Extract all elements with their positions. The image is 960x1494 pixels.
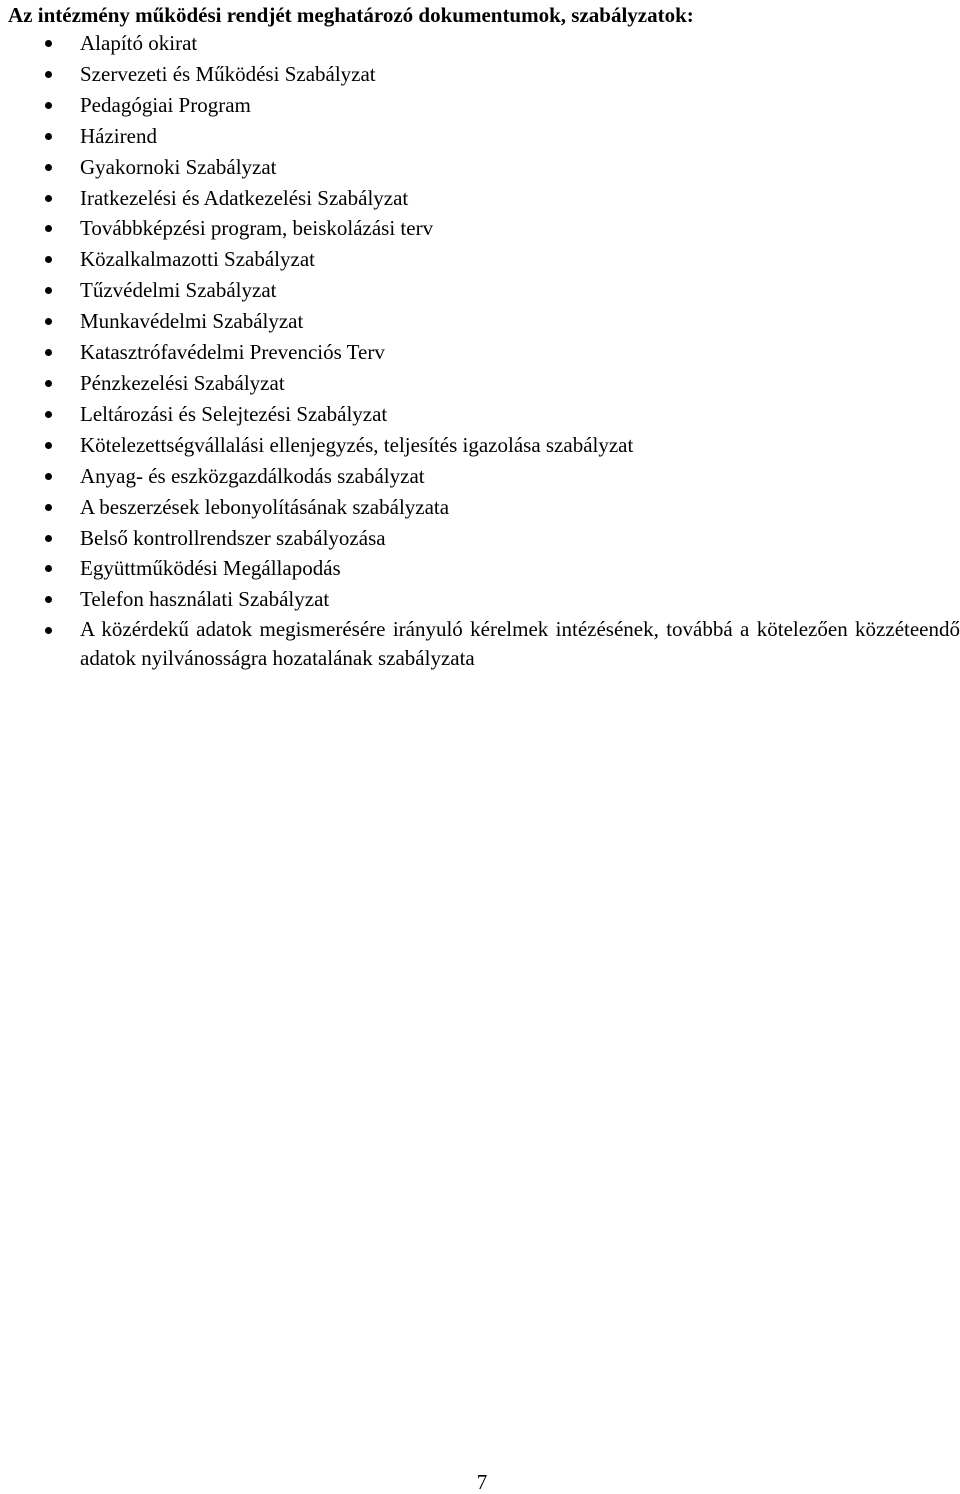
list-item: [0, 244, 960, 275]
list-item: [0, 121, 960, 152]
bullet-icon: [45, 133, 52, 140]
list-item-text: Közalkalmazotti Szabályzat: [80, 247, 315, 272]
list-item-text: Leltározási és Selejtezési Szabályzat: [80, 401, 388, 426]
section-heading: Az intézmény működési rendjét meghatározó dokumentumok, szabályzatok:: [8, 3, 694, 27]
list-item-text: Katasztrófavédelmi Prevenciós Terv: [80, 340, 385, 365]
bullet-icon: [45, 225, 52, 232]
bullet-icon: [45, 380, 52, 387]
bullet-icon: [45, 627, 52, 634]
list-item: [0, 461, 960, 492]
list-item-text: Házirend: [80, 123, 157, 148]
list-item: [0, 275, 960, 306]
list-item-text: Tűzvédelmi Szabályzat: [80, 278, 277, 303]
list-item-text: Kötelezettségvállalási ellenjegyzés, teljesítés igazolása szabályzat: [80, 432, 634, 457]
list-item: [0, 523, 960, 554]
page-number: 7: [476, 1470, 488, 1494]
list-item: [0, 553, 960, 584]
list-item: [0, 306, 960, 337]
bullet-icon: [45, 102, 52, 109]
list-item: [0, 28, 960, 59]
list-item: [0, 59, 960, 90]
list-item-text: Telefon használati Szabályzat: [80, 587, 330, 612]
document-list: [0, 28, 960, 673]
bullet-icon: [45, 442, 52, 449]
bullet-icon: [45, 473, 52, 480]
list-item: [0, 90, 960, 121]
list-item: [0, 213, 960, 244]
list-item: [0, 615, 960, 673]
list-item: [0, 430, 960, 461]
list-item: [0, 584, 960, 615]
bullet-icon: [45, 287, 52, 294]
list-item: [0, 337, 960, 368]
list-item: [0, 368, 960, 399]
list-item-text: Gyakornoki Szabályzat: [80, 154, 277, 179]
list-item-text: Szervezeti és Működési Szabályzat: [80, 61, 376, 86]
list-item-text: Pedagógiai Program: [80, 92, 251, 117]
list-item: [0, 492, 960, 523]
bullet-icon: [45, 195, 52, 202]
list-item-text: A közérdekű adatok megismerésére irányuló kérelmek intézésének, továbbá a kötelezően közzéteendő adatok nyilvánosságra hozatalának szabályzata: [80, 617, 960, 671]
bullet-icon: [45, 71, 52, 78]
bullet-icon: [45, 596, 52, 603]
list-item-text: Alapító okirat: [80, 31, 198, 55]
bullet-icon: [45, 565, 52, 572]
bullet-icon: [45, 40, 52, 47]
list-item-text: Iratkezelési és Adatkezelési Szabályzat: [80, 185, 409, 210]
bullet-icon: [45, 535, 52, 542]
list-item-text: Munkavédelmi Szabályzat: [80, 309, 304, 334]
list-item-text: Belső kontrollrendszer szabályozása: [80, 525, 386, 550]
list-item-text: Anyag- és eszközgazdálkodás szabályzat: [80, 463, 425, 488]
bullet-icon: [45, 411, 52, 418]
list-item-text: A beszerzések lebonyolításának szabályzata: [80, 494, 450, 519]
list-item-text: Együttműködési Megállapodás: [80, 556, 341, 581]
list-item-text: Pénzkezelési Szabályzat: [80, 370, 285, 395]
bullet-icon: [45, 164, 52, 171]
list-item: [0, 183, 960, 214]
bullet-icon: [45, 256, 52, 263]
list-item: [0, 399, 960, 430]
list-item: [0, 152, 960, 183]
bullet-icon: [45, 349, 52, 356]
list-item-text: Továbbképzési program, beiskolázási terv: [80, 216, 434, 241]
bullet-icon: [45, 318, 52, 325]
bullet-icon: [45, 504, 52, 511]
